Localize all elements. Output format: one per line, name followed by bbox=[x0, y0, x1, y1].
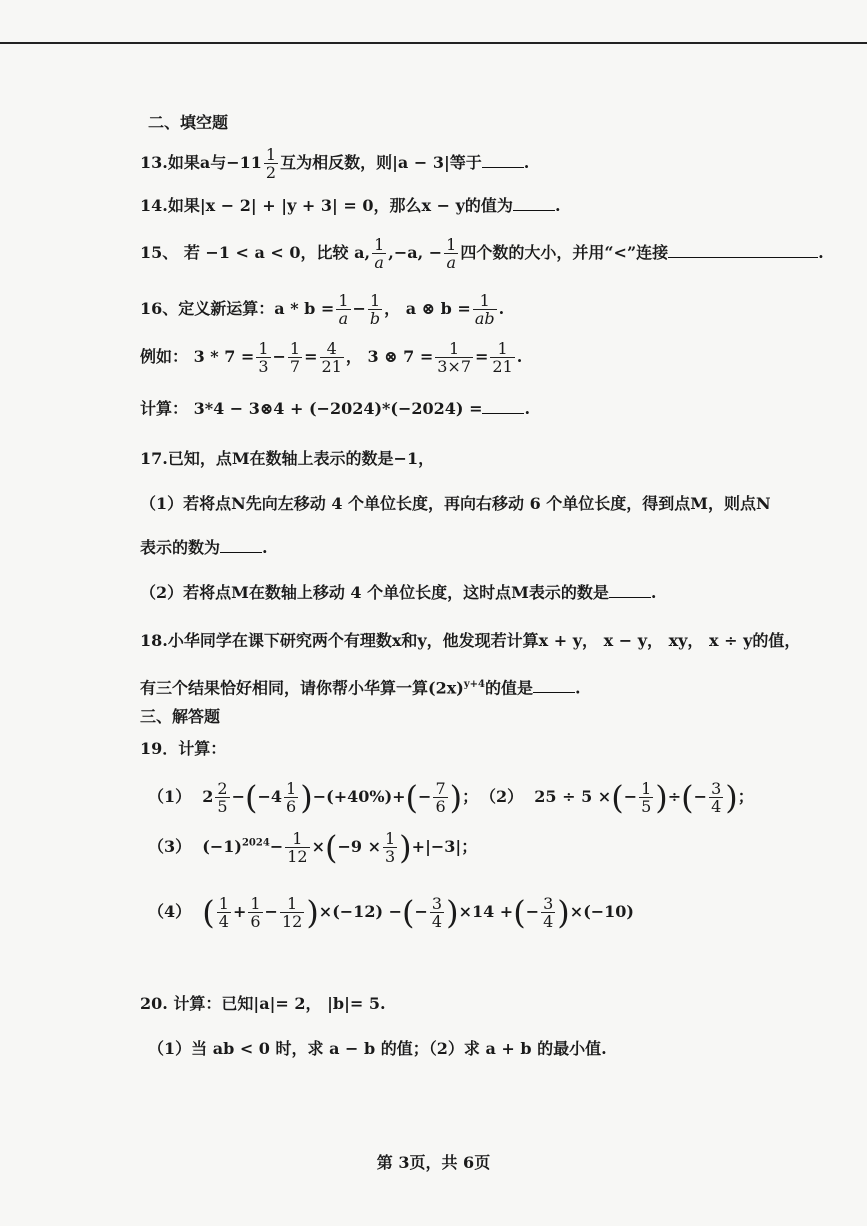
question-17-part-2: （2）若将点M在数轴上移动 4 个单位长度，这时点M表示的数是 . bbox=[140, 583, 657, 602]
question-17-part-1: （1）若将点N先向左移动 4 个单位长度，再向右移动 6 个单位长度，得到点M，则点N bbox=[140, 494, 771, 513]
q13-whole: 1 bbox=[250, 153, 262, 172]
q16-text: 16、定义新运算：a * b = bbox=[140, 299, 335, 318]
q15-fraction-2: $\frac{1}{a}$ bbox=[446, 235, 457, 272]
ex-fraction-2: $\frac{1}{7}$ bbox=[289, 339, 301, 376]
answer-blank[interactable] bbox=[668, 243, 818, 258]
question-13: 13.如果a与−11 $\frac{1}{2}$ 互为相反数，则|a − 3|等于 . bbox=[140, 145, 530, 182]
answer-blank[interactable] bbox=[482, 153, 524, 168]
answer-blank[interactable] bbox=[482, 399, 524, 414]
ex-fraction-1: $\frac{1}{3}$ bbox=[258, 339, 269, 376]
q15-text-3: 四个数的大小，并用“<”连接 bbox=[460, 243, 669, 262]
answer-blank[interactable] bbox=[220, 538, 262, 553]
question-19-title: 19．计算： bbox=[140, 739, 227, 758]
answer-blank[interactable] bbox=[513, 196, 555, 211]
calc-text: 计算： 3*4 − 3⊗4 + (−2024)*(−2024) = bbox=[140, 399, 483, 418]
section-title-fill: 二、填空题 bbox=[148, 113, 229, 132]
ex-fraction-5: $\frac{1}{21}$ bbox=[492, 339, 513, 376]
q15-text: 15、 若 −1 < a < 0，比较 a, bbox=[140, 243, 371, 262]
example-text: 例如： 3 * 7 = bbox=[140, 347, 255, 366]
question-20-title: 20. 计算：已知|a|= 2， |b|= 5. bbox=[140, 994, 386, 1013]
answer-blank[interactable] bbox=[609, 583, 651, 598]
top-rule bbox=[0, 42, 867, 44]
q19-item-2: （2） 25 ÷ 5 ×(− $\frac{1}{5}$ )÷(− $\frac{3}{4}$ )； bbox=[480, 778, 754, 817]
ex-fraction-3: $\frac{4}{21}$ bbox=[321, 339, 342, 376]
q19-item-4: （4） ( $\frac{1}{4}$ + $\frac{1}{6}$ − $\frac{1}{12}$ )×(−12) −(− $\frac{3}{4}$ )×14 +(− $\frac{3}{4}$ )×(−10) bbox=[148, 893, 634, 932]
question-17-title: 17.已知，点M在数轴上表示的数是−1， bbox=[140, 449, 435, 468]
example-text-2: ， 3 ⊗ 7 = bbox=[345, 347, 434, 366]
q19-item-1: （1） 2 $\frac{2}{5}$ −(−4 $\frac{1}{6}$ )−(+40%)+(− $\frac{7}{6}$ )； bbox=[148, 778, 479, 817]
q15-fraction-1: $\frac{1}{a}$ bbox=[374, 235, 385, 272]
q13-text-2: 互为相反数，则|a − 3|等于 bbox=[280, 153, 482, 172]
section-title-solve: 三、解答题 bbox=[140, 707, 221, 726]
question-18-line-2: 有三个结果恰好相同，请你帮小华算一算$(2x)^{y+4}$的值是 . bbox=[140, 678, 581, 698]
ex-fraction-4: $\frac{1}{3\times 7}$ bbox=[437, 339, 472, 376]
question-14: 14.如果|x − 2| + |y + 3| = 0，那么x − y的值为 . bbox=[140, 196, 561, 215]
q16-fraction-2: $\frac{1}{b}$ bbox=[369, 291, 381, 328]
q19-item-3: （3） $(-1)^{2024}-$ $\frac{1}{12}$ ×(−9 × $\frac{1}{3}$ )+|−3|； bbox=[148, 828, 478, 867]
example-line: 例如： 3 * 7 = $\frac{1}{3}$ − $\frac{1}{7}$ = $\frac{4}{21}$ ， 3 ⊗ 7 = $\frac{1}{3\times 7}$ = $\frac{1}{21}$ . bbox=[140, 339, 523, 376]
q13-fraction: $\frac{1}{2}$ bbox=[265, 145, 277, 182]
q16-fraction-3: $\frac{1}{ab}$ bbox=[474, 291, 495, 328]
question-16: 16、定义新运算：a * b = $\frac{1}{a}$ − $\frac{1}{b}$ ， a ⊗ b = $\frac{1}{ab}$ . bbox=[140, 291, 505, 328]
q13-text: 13.如果a与−1 bbox=[140, 153, 251, 172]
question-18-line-1: 18.小华同学在课下研究两个有理数x和y，他发现若计算x + y， x − y， xy， x ÷ y的值， bbox=[140, 631, 801, 650]
question-17-part-1b: 表示的数为 . bbox=[140, 538, 268, 557]
calc-line: 计算： 3*4 − 3⊗4 + (−2024)*(−2024) = . bbox=[140, 399, 531, 418]
page-footer: 第 3页，共 6页 bbox=[376, 1153, 491, 1172]
question-15: 15、 若 −1 < a < 0，比较 a, $\frac{1}{a}$ ,−a, − $\frac{1}{a}$ 四个数的大小，并用“<”连接 . bbox=[140, 235, 824, 272]
question-20-sub: （1）当 ab < 0 时，求 a − b 的值；（2）求 a + b 的最小值. bbox=[148, 1039, 607, 1058]
q14-text: 14.如果|x − 2| + |y + 3| = 0，那么x − y的值为 bbox=[140, 196, 513, 215]
q16-fraction-1: $\frac{1}{a}$ bbox=[338, 291, 349, 328]
q16-text-2: ， a ⊗ b = bbox=[384, 299, 471, 318]
q15-text-2: ,−a, − bbox=[388, 243, 443, 262]
answer-blank[interactable] bbox=[533, 678, 575, 693]
